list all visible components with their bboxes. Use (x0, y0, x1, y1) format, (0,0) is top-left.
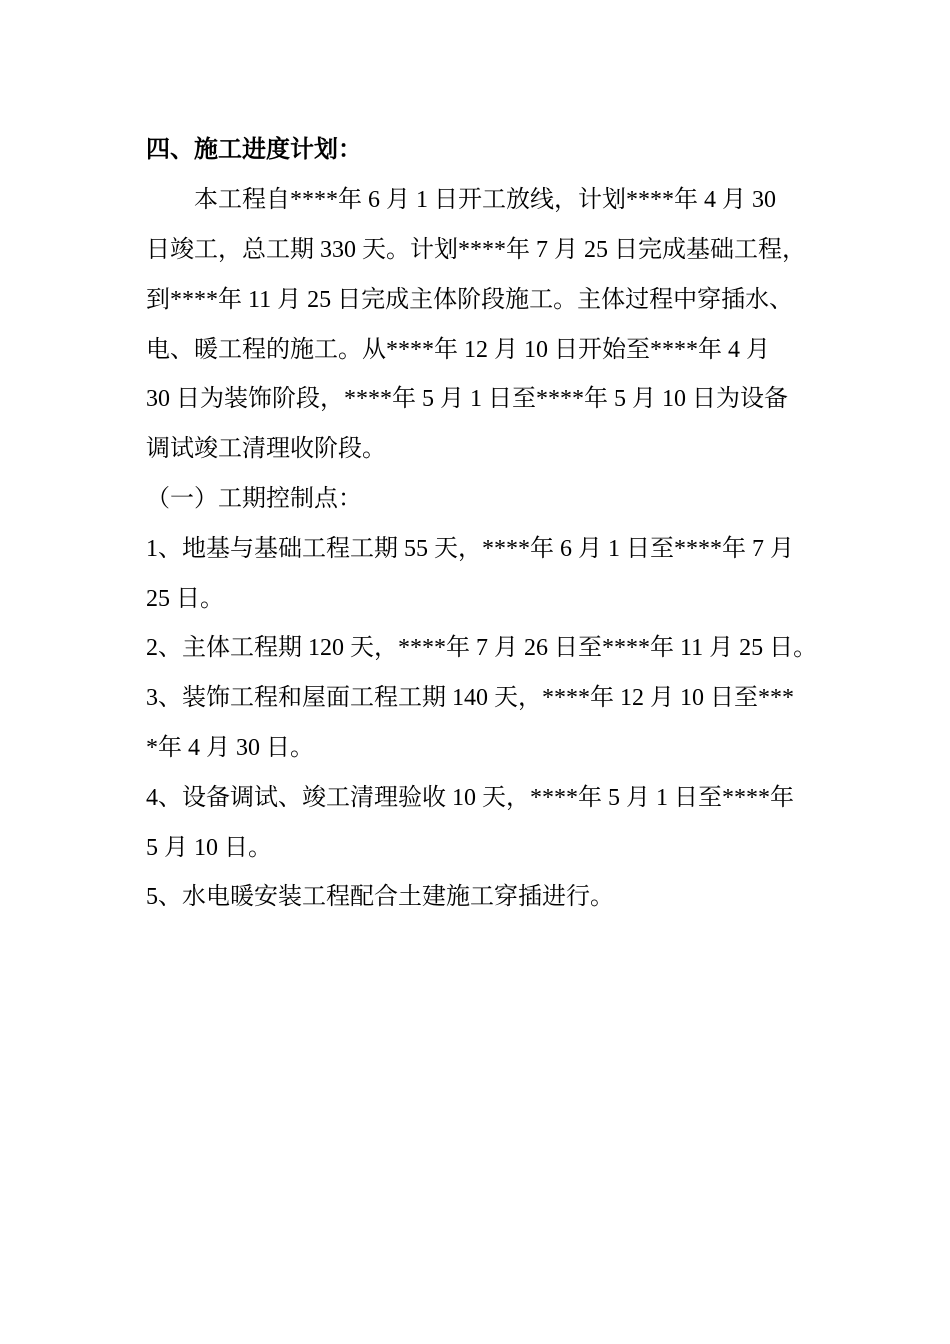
item-line-5: *年 4 月 30 日。 (146, 735, 314, 761)
item-line-4: 3、装饰工程和屋面工程工期 140 天，****年 12 月 10 日至*** (146, 685, 794, 711)
intro-line-6: 调试竣工清理收阶段。 (146, 436, 386, 462)
item-line-6: 4、设备调试、竣工清理验收 10 天，****年 5 月 1 日至****年 (146, 785, 794, 811)
intro-line-4: 电、暖工程的施工。从****年 12 月 10 日开始至****年 4 月 (146, 337, 770, 363)
item-line-8: 5、水电暖安装工程配合土建施工穿插进行。 (146, 884, 614, 910)
intro-line-1: 本工程自****年 6 月 1 日开工放线，计划****年 4 月 30 (146, 187, 776, 213)
intro-line-2: 日竣工，总工期 330 天。计划****年 7 月 25 日完成基础工程， (146, 237, 806, 263)
intro-line-3: 到****年 11 月 25 日完成主体阶段施工。主体过程中穿插水、 (146, 287, 794, 313)
item-line-3: 2、主体工程期 120 天，****年 7 月 26 日至****年 11 月 25 日。 (146, 635, 818, 661)
item-line-7: 5 月 10 日。 (146, 835, 272, 861)
intro-line-5: 30 日为装饰阶段，****年 5 月 1 日至****年 5 月 10 日为设备 (146, 386, 788, 412)
item-line-2: 25 日。 (146, 586, 224, 612)
subheading: （一）工期控制点： (146, 486, 362, 512)
item-line-1: 1、地基与基础工程工期 55 天，****年 6 月 1 日至****年 7 月 (146, 536, 794, 562)
section-heading: 四、施工进度计划： (146, 137, 362, 163)
